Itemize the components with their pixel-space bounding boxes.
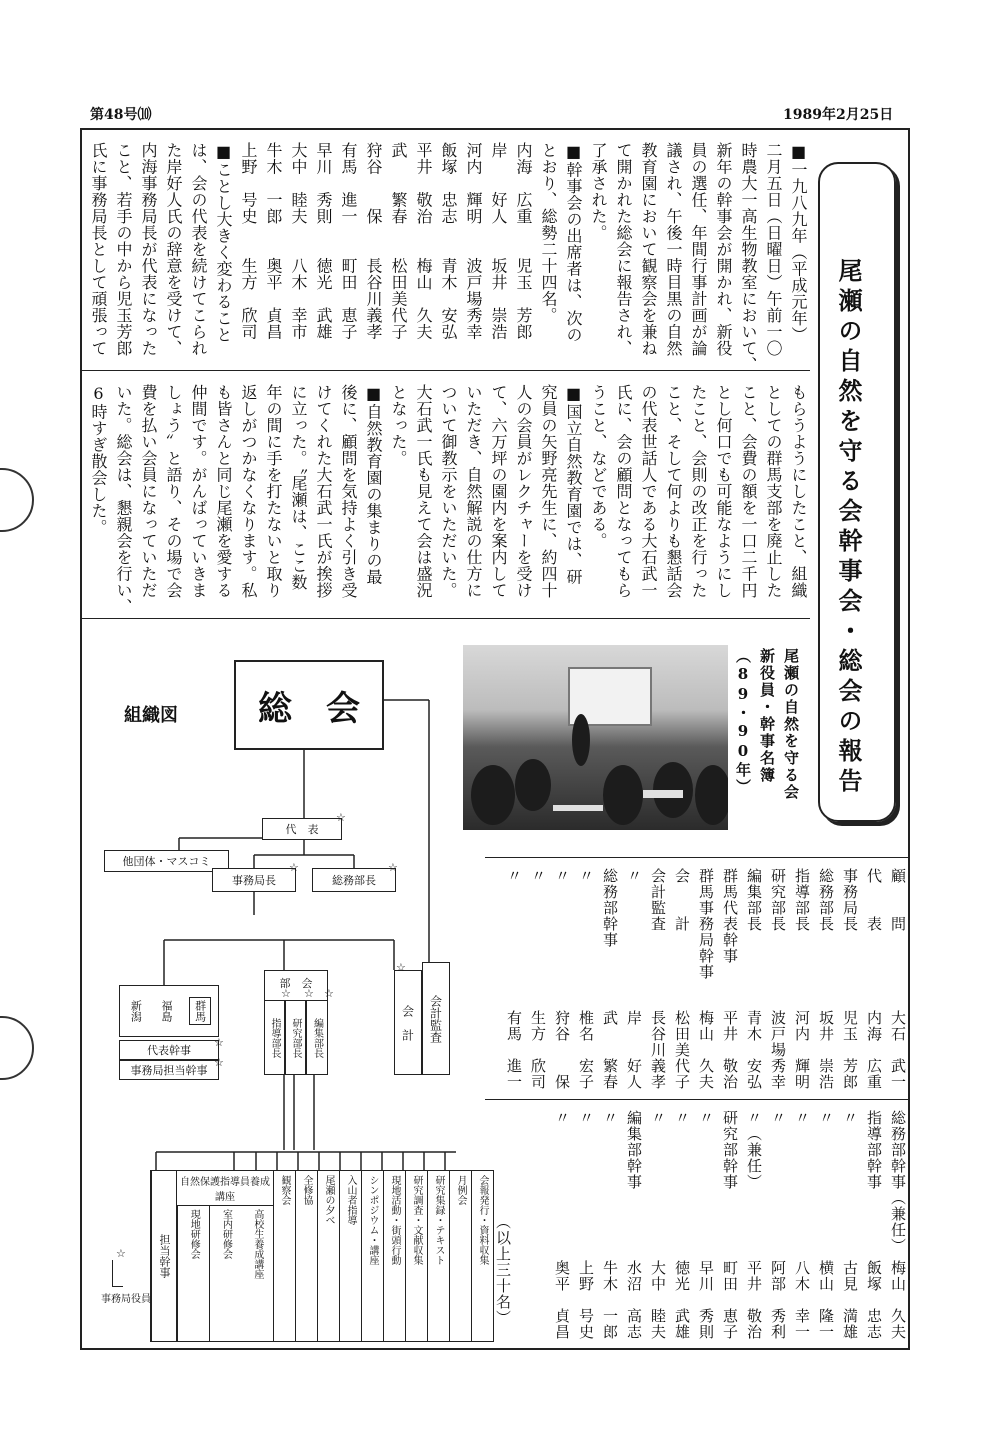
- roster-name: 横山 隆一: [817, 1260, 835, 1340]
- training-group: [176, 1171, 273, 1341]
- staff-star-icon: ☆: [214, 1036, 224, 1049]
- roster-name: 阿部 秀利: [769, 1260, 787, 1340]
- roster-entry: [671, 868, 692, 1090]
- roster-name: 河内 輝明: [793, 1010, 811, 1090]
- roster-role: 指導部長: [793, 868, 811, 932]
- fukushima-label: 福島: [159, 1000, 173, 1022]
- roster-entry: [767, 868, 788, 1090]
- text-column: も皆さんと同じ尾瀬を愛する: [214, 384, 233, 599]
- roster-entry: [863, 868, 884, 1090]
- text-column: 飯塚 忠志 青木 安弘: [439, 142, 458, 340]
- staff-star-icon: ☆: [289, 861, 299, 874]
- roster-name: 平井 敬治: [721, 1010, 739, 1090]
- roster-role: 編集部長: [745, 868, 763, 932]
- article-body-middle: [87, 384, 810, 615]
- roster-name: 内海 広重: [865, 1010, 883, 1090]
- org-chart: [84, 640, 488, 1350]
- roster-role: 顧 問: [889, 868, 907, 932]
- niigata-label: 新潟: [129, 1000, 143, 1022]
- text-column: けてくれた大石武一氏が挨拶: [314, 384, 333, 599]
- activity-cell: 観察会: [273, 1171, 295, 1341]
- roster-heading-line: （89・90年）: [734, 648, 752, 796]
- roster-role: 〃: [697, 1110, 715, 1126]
- text-column: 有馬 進一 町田 恵子: [339, 142, 358, 340]
- staff-star-icon: ☆: [281, 987, 291, 1000]
- roster-entry: [815, 1110, 836, 1340]
- text-column: 早川 秀則 徳光 武雄: [314, 142, 333, 340]
- training-group-label: 自然保護指導員養成講座: [177, 1171, 273, 1206]
- text-column: ■自然教育園の集まりの最: [364, 384, 383, 585]
- text-column: に立った。〝尾瀬は、ここ数: [289, 384, 308, 591]
- roster-name: 青木 安弘: [745, 1010, 763, 1090]
- roster-entry: [623, 1110, 644, 1340]
- training-item: 室内研修会: [209, 1206, 241, 1341]
- divider: [82, 370, 810, 371]
- roster-role: 事務局長: [841, 868, 859, 932]
- roster-entry: [599, 1110, 620, 1340]
- guidance-box: 指導部長: [264, 1000, 285, 1075]
- text-column: 河内 輝明 波戸場秀幸: [464, 142, 483, 340]
- text-column: 了承された。: [589, 142, 608, 241]
- roster-role: 総務部幹事（兼任）: [889, 1110, 907, 1254]
- text-column: ■一九八九年（平成元年）: [789, 142, 808, 343]
- roster-name: 松田美代子: [673, 1010, 691, 1090]
- text-column: もらうようにしたこと、組織: [789, 384, 808, 599]
- roster-entry: [695, 1110, 716, 1340]
- training-item: 高校生養成講座: [251, 1209, 263, 1279]
- roster-role: 〃: [793, 1110, 811, 1126]
- roster-entry: [815, 868, 836, 1090]
- roster-role: 研究部長: [769, 868, 787, 932]
- research-box: 研究部長: [285, 1000, 306, 1075]
- org-chart-label: 組織図: [124, 705, 178, 726]
- roster-entry: [647, 1110, 668, 1340]
- text-column: 大石武一氏も見えて会は盛況: [414, 384, 433, 599]
- roster-name: 町田 恵子: [721, 1260, 739, 1340]
- roster-role: 〃: [673, 1110, 691, 1126]
- text-column: となった。: [389, 384, 408, 467]
- text-column: 後に、顧問を気持よく引き受: [339, 384, 358, 599]
- issue-number: 第48号⑽: [90, 107, 152, 123]
- roster-role: 〃: [841, 1110, 859, 1126]
- gunma-label: 群馬: [189, 997, 211, 1025]
- roster-role: 〃: [817, 1110, 835, 1126]
- editorial-box: 編集部長: [306, 1000, 328, 1075]
- roster-entry: [839, 1110, 860, 1340]
- roster-name: 岸 好人: [625, 1010, 643, 1090]
- roster-name: 徳光 武雄: [673, 1260, 691, 1340]
- text-column: 6時すぎ散会した。: [89, 384, 108, 536]
- roster-name: 生方 欣司: [529, 1010, 547, 1090]
- roster-entry: [527, 868, 548, 1090]
- text-column: 内海事務局長が代表になった: [139, 142, 158, 357]
- activity-cell: シンポジウム・講座: [361, 1171, 383, 1341]
- roster-entry: [839, 868, 860, 1090]
- roster-role: 編集部幹事: [625, 1110, 643, 1190]
- roster-name: 奥平 貞昌: [553, 1260, 571, 1340]
- activity-cell: 研究調査・文献収集: [405, 1171, 427, 1341]
- roster-name: 水沼 高志: [625, 1260, 643, 1340]
- roster-role: 〃: [649, 1110, 667, 1126]
- text-column: 究員の矢野亮先生に、約四十: [539, 384, 558, 599]
- text-column: 内海 広重 児玉 芳郎: [514, 142, 533, 340]
- roster-heading: [732, 648, 802, 828]
- text-column: いた。総会は、懇親会を行い、: [114, 384, 133, 615]
- roster-entry: [695, 868, 716, 1090]
- activity-cell: 月例会: [449, 1171, 471, 1341]
- audit-box: 会計監査: [422, 962, 450, 1075]
- text-column: 狩谷 保 長谷川義孝: [364, 142, 383, 340]
- text-column: としての群馬支部を廃止した: [764, 384, 783, 599]
- staff-star-icon: ☆: [336, 811, 346, 824]
- punch-hole: [0, 468, 34, 532]
- roster-entry: [743, 1110, 764, 1340]
- staff-star-icon: ☆: [396, 961, 406, 974]
- departments-label: 部 会: [279, 977, 313, 990]
- rep-director-box: 代表幹事: [119, 1040, 219, 1060]
- roster-name: 長谷川義孝: [649, 1010, 667, 1090]
- roster-entry: [599, 868, 620, 1090]
- text-column: て開かれた総会に報告され、: [614, 142, 633, 357]
- roster-entry: [503, 868, 524, 1090]
- roster-role: 総務部幹事: [601, 868, 619, 948]
- representative-box: 代 表: [262, 818, 342, 840]
- staff-star-icon: ☆: [388, 861, 398, 874]
- roster-role: 〃: [577, 1110, 595, 1126]
- activity-cell: 尾瀬の夕べ: [317, 1171, 339, 1341]
- general-affairs-box: 総務部長: [312, 868, 396, 892]
- roster-entry: [743, 868, 764, 1090]
- text-column: て、六万坪の園内を案内して: [489, 384, 508, 599]
- regional-box: [119, 985, 219, 1037]
- roster-name: 梅山 久夫: [697, 1010, 715, 1090]
- text-column: 時農大一高生物教室において、: [739, 142, 758, 373]
- dept-director-cell: 担当幹事: [151, 1171, 176, 1341]
- text-column: 年の間に手を打たないと取り: [264, 384, 283, 599]
- roster-entry: [551, 1110, 572, 1340]
- divider: [485, 1099, 908, 1100]
- legend-text: 事務局役員: [101, 1294, 151, 1305]
- text-column: うこと、などである。: [589, 384, 608, 549]
- secretariat-box: 事務局長: [212, 868, 296, 892]
- text-column: たこと、会則の改正を行った: [689, 384, 708, 599]
- article-body-upper: [87, 142, 810, 373]
- staff-star-icon: ☆: [304, 987, 314, 1000]
- text-column: しょう〟と語り、その場で会: [164, 384, 183, 599]
- article-title: 尾瀬の自然を守る会幹事会・総会の報告: [834, 258, 863, 798]
- roster-role: 〃: [625, 868, 643, 884]
- text-column: 大中 睦夫 八木 幸市: [289, 142, 308, 340]
- roster-entry: [767, 1110, 788, 1340]
- roster-name: 牛木 一郎: [601, 1260, 619, 1340]
- roster-name: 大石 武一: [889, 1010, 907, 1090]
- roster-role: 会計監査: [649, 868, 667, 932]
- roster-role: 〃: [529, 868, 547, 884]
- roster-name: 児玉 芳郎: [841, 1010, 859, 1090]
- text-column: 牛木 一郎 奥平 貞昌: [264, 142, 283, 340]
- text-column: ついて御教示をいただいた。: [439, 384, 458, 599]
- roster-upper: [503, 868, 908, 1090]
- roster-lower: [551, 1110, 908, 1340]
- activity-cell: 入山者指導: [339, 1171, 361, 1341]
- roster-name: 飯塚 忠志: [865, 1260, 883, 1340]
- training-item: 現地研修会: [177, 1206, 209, 1341]
- staff-star-icon: ☆: [116, 1247, 126, 1260]
- text-column: の代表世話人である大石武一: [639, 384, 658, 599]
- roster-entry: [623, 868, 644, 1090]
- roster-name: 大中 睦夫: [649, 1260, 667, 1340]
- text-column: 教育園において観察会を兼ね: [639, 142, 658, 357]
- text-column: こと、会費の額を一口二千円: [739, 384, 758, 599]
- text-column: いただき、自然解説の仕方に: [464, 384, 483, 599]
- roster-name: 有馬 進一: [505, 1010, 523, 1090]
- activity-cell: 現地活動・街頭行動: [383, 1171, 405, 1341]
- roster-name: 狩谷 保: [553, 1010, 571, 1090]
- text-column: 返しがつかなくなります。私: [239, 384, 258, 599]
- secretariat-director-box: 事務局担当幹事: [119, 1060, 219, 1080]
- text-column: 平井 敬治 梅山 久夫: [414, 142, 433, 340]
- activity-cell: 研究集録・テキスト: [427, 1171, 449, 1341]
- roster-name: 平井 敬治: [745, 1260, 763, 1340]
- text-column: こと、若手の中から児玉芳郎: [114, 142, 133, 357]
- roster-name: 波戸場秀幸: [769, 1010, 787, 1090]
- text-column: は、会の代表を続けてこられ: [189, 142, 208, 357]
- text-column: ■ことし大きく変わること: [214, 142, 233, 343]
- roster-role: 〃: [505, 868, 523, 884]
- divider: [485, 857, 908, 858]
- divider: [82, 618, 810, 619]
- staff-star-icon: ☆: [324, 987, 334, 1000]
- roster-role: 〃: [553, 1110, 571, 1126]
- roster-name: 武 繁春: [601, 1010, 619, 1090]
- photo-figures: [463, 645, 728, 830]
- accounting-box: 会 計: [394, 970, 422, 1075]
- text-column: 仲間です。がんばっていきま: [189, 384, 208, 599]
- text-column: 二月五日（日曜日）午前一〇: [764, 142, 783, 357]
- roster-name: 坂井 崇浩: [817, 1010, 835, 1090]
- general-assembly-box: 総 会: [234, 660, 384, 750]
- roster-entry: [671, 1110, 692, 1340]
- text-column: 員の選任、年間行事計画が論: [689, 142, 708, 357]
- roster-heading-line: 新役員・幹事名簿: [758, 648, 776, 784]
- roster-entry: [887, 868, 908, 1090]
- roster-role: 群馬代表幹事: [721, 868, 739, 964]
- text-column: ■国立自然教育園では、研: [564, 384, 583, 585]
- activities-row: [150, 1170, 494, 1342]
- roster-role: 群馬事務局幹事: [697, 868, 715, 980]
- activity-cell: 全修協: [295, 1171, 317, 1341]
- staff-star-icon: ☆: [214, 1056, 224, 1069]
- roster-role: 〃（兼任）: [745, 1110, 763, 1190]
- external-box: 他団体・マスコミ: [104, 850, 229, 872]
- roster-name: 八木 幸一: [793, 1260, 811, 1340]
- text-column: 氏に事務局長として頑張って: [89, 142, 108, 357]
- text-column: 人の会員がレクチャーを受け: [514, 384, 533, 599]
- roster-entry: [575, 868, 596, 1090]
- roster-entry: [887, 1110, 908, 1340]
- roster-entry: [719, 1110, 740, 1340]
- roster-role: 代 表: [865, 868, 883, 932]
- text-column: こと、そして何よりも懇話会: [664, 384, 683, 599]
- text-column: ■幹事会の出席者は、次の: [564, 142, 583, 343]
- roster-entry: [719, 868, 740, 1090]
- roster-role: 指導部幹事: [865, 1110, 883, 1190]
- roster-name: 梅山 久夫: [889, 1260, 907, 1340]
- roster-role: 〃: [553, 868, 571, 884]
- roster-entry: [647, 868, 668, 1090]
- text-column: 議され、午後一時目黒の自然: [664, 142, 683, 357]
- text-column: 上野 号史 生方 欣司: [239, 142, 258, 340]
- roster-entry: [791, 868, 812, 1090]
- text-column: 費を払い会員になっていただ: [139, 384, 158, 599]
- legend-bracket: [112, 1260, 123, 1287]
- text-column: 武 繁春 松田美代子: [389, 142, 408, 340]
- roster-entry: [863, 1110, 884, 1340]
- roster-role: 会 計: [673, 868, 691, 932]
- roster-entry: [551, 868, 572, 1090]
- roster-role: 総務部長: [817, 868, 835, 932]
- roster-role: 〃: [577, 868, 595, 884]
- text-column: 氏に、会の顧問となってもら: [614, 384, 633, 599]
- roster-name: 古見 満雄: [841, 1260, 859, 1340]
- text-column: 岸 好人 坂井 崇浩: [489, 142, 508, 340]
- roster-entry: [575, 1110, 596, 1340]
- roster-name: 椎名 宏子: [577, 1010, 595, 1090]
- roster-heading-line: 尾瀬の自然を守る会: [782, 648, 800, 801]
- meeting-photo: [463, 645, 728, 830]
- roster-role: 〃: [601, 1110, 619, 1126]
- roster-role: 〃: [769, 1110, 787, 1126]
- activity-cell: 会報発行・資料収集: [471, 1171, 493, 1341]
- text-column: とし何口でも可能なようにし: [714, 384, 733, 599]
- roster-entry: [791, 1110, 812, 1340]
- text-column: た岸好人氏の辞意を受けて、: [164, 142, 183, 357]
- roster-name: 上野 号史: [577, 1260, 595, 1340]
- issue-date: 1989年2月25日: [783, 107, 894, 123]
- text-column: とおり、総勢二十四名。: [539, 142, 558, 324]
- punch-hole: [0, 1016, 34, 1080]
- roster-role: 研究部幹事: [721, 1110, 739, 1190]
- text-column: 新年の幹事会が開かれ、新役: [714, 142, 733, 357]
- roster-name: 早川 秀則: [697, 1260, 715, 1340]
- roster-total: （以上三十名）: [494, 1214, 512, 1326]
